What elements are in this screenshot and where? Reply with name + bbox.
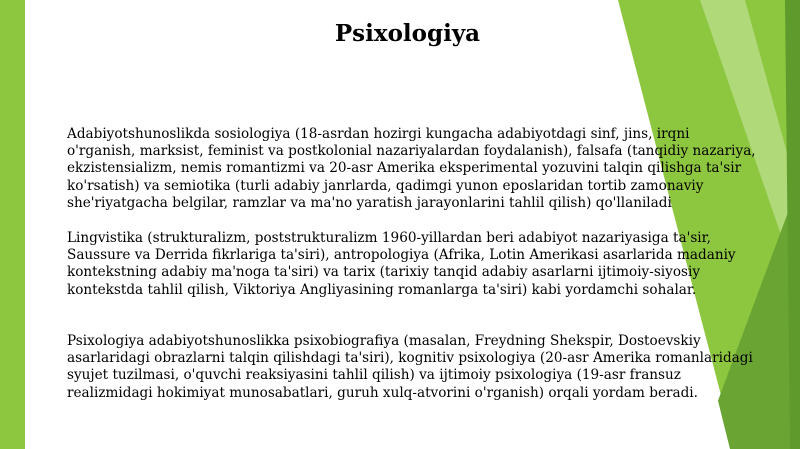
paragraph-2: Lingvistika (strukturalizm, poststrukturalizm 1960-yillardan beri adabiyot nazariyasiga ta'sir, Saussure va Derrida fikrlariga ta'siri), antropologiya (Afrika, Lotin Amerikasi asarlarida madaniy kontekstning adabiy ma'noga ta'siri) va tarix (tarixiy tanqid adabiy asarlarni ijtimoiy-siyosiy kontekstda tahlil qilish, Viktoriya Angliyasining romanlarga ta'siri) kabi yordamchi sohalar.	[67, 230, 736, 298]
paragraph-3: Psixologiya adabiyotshunoslikka psixobiografiya (masalan, Freydning Shekspir, Dostoevskiy asarlaridagi obrazlarni talqin qilishdagi ta'siri), kognitiv psixologiya (20-asr Amerika romanlaridagi syujet tuzilmasi, o'quvchi reaksiyasini tahlil qilish) va ijtimoiy psixologiya (19-asr fransuz realizmidagi hokimiyat munosabatlari, guruh xulq-atvorini o'rganish) orqali yordam beradi.	[67, 333, 753, 401]
slide-title: Psixologiya	[334, 20, 481, 47]
left-green-bar	[0, 0, 25, 449]
paragraph-1: Adabiyotshunoslikda sosiologiya (18-asrdan hozirgi kungacha adabiyotdagi sinf, jins, irqni o'rganish, marksist, feminist va postkolonial nazariyalardan foydalanish), falsafa (tanqidiy nazariya, ekzistensializm, nemis romantizmi va 20-asr Amerika eksperimental yozuvini talqin qilishga ta'sir ko'rsatish) va semiotika (turli adabiy janrlarda, qadimgi yunon eposlaridan tortib zamonaviy she'riyatgacha belgilar, ramzlar va ma'no yaratish jarayonlarini tahlil qilish) qo'llaniladi	[67, 126, 756, 211]
